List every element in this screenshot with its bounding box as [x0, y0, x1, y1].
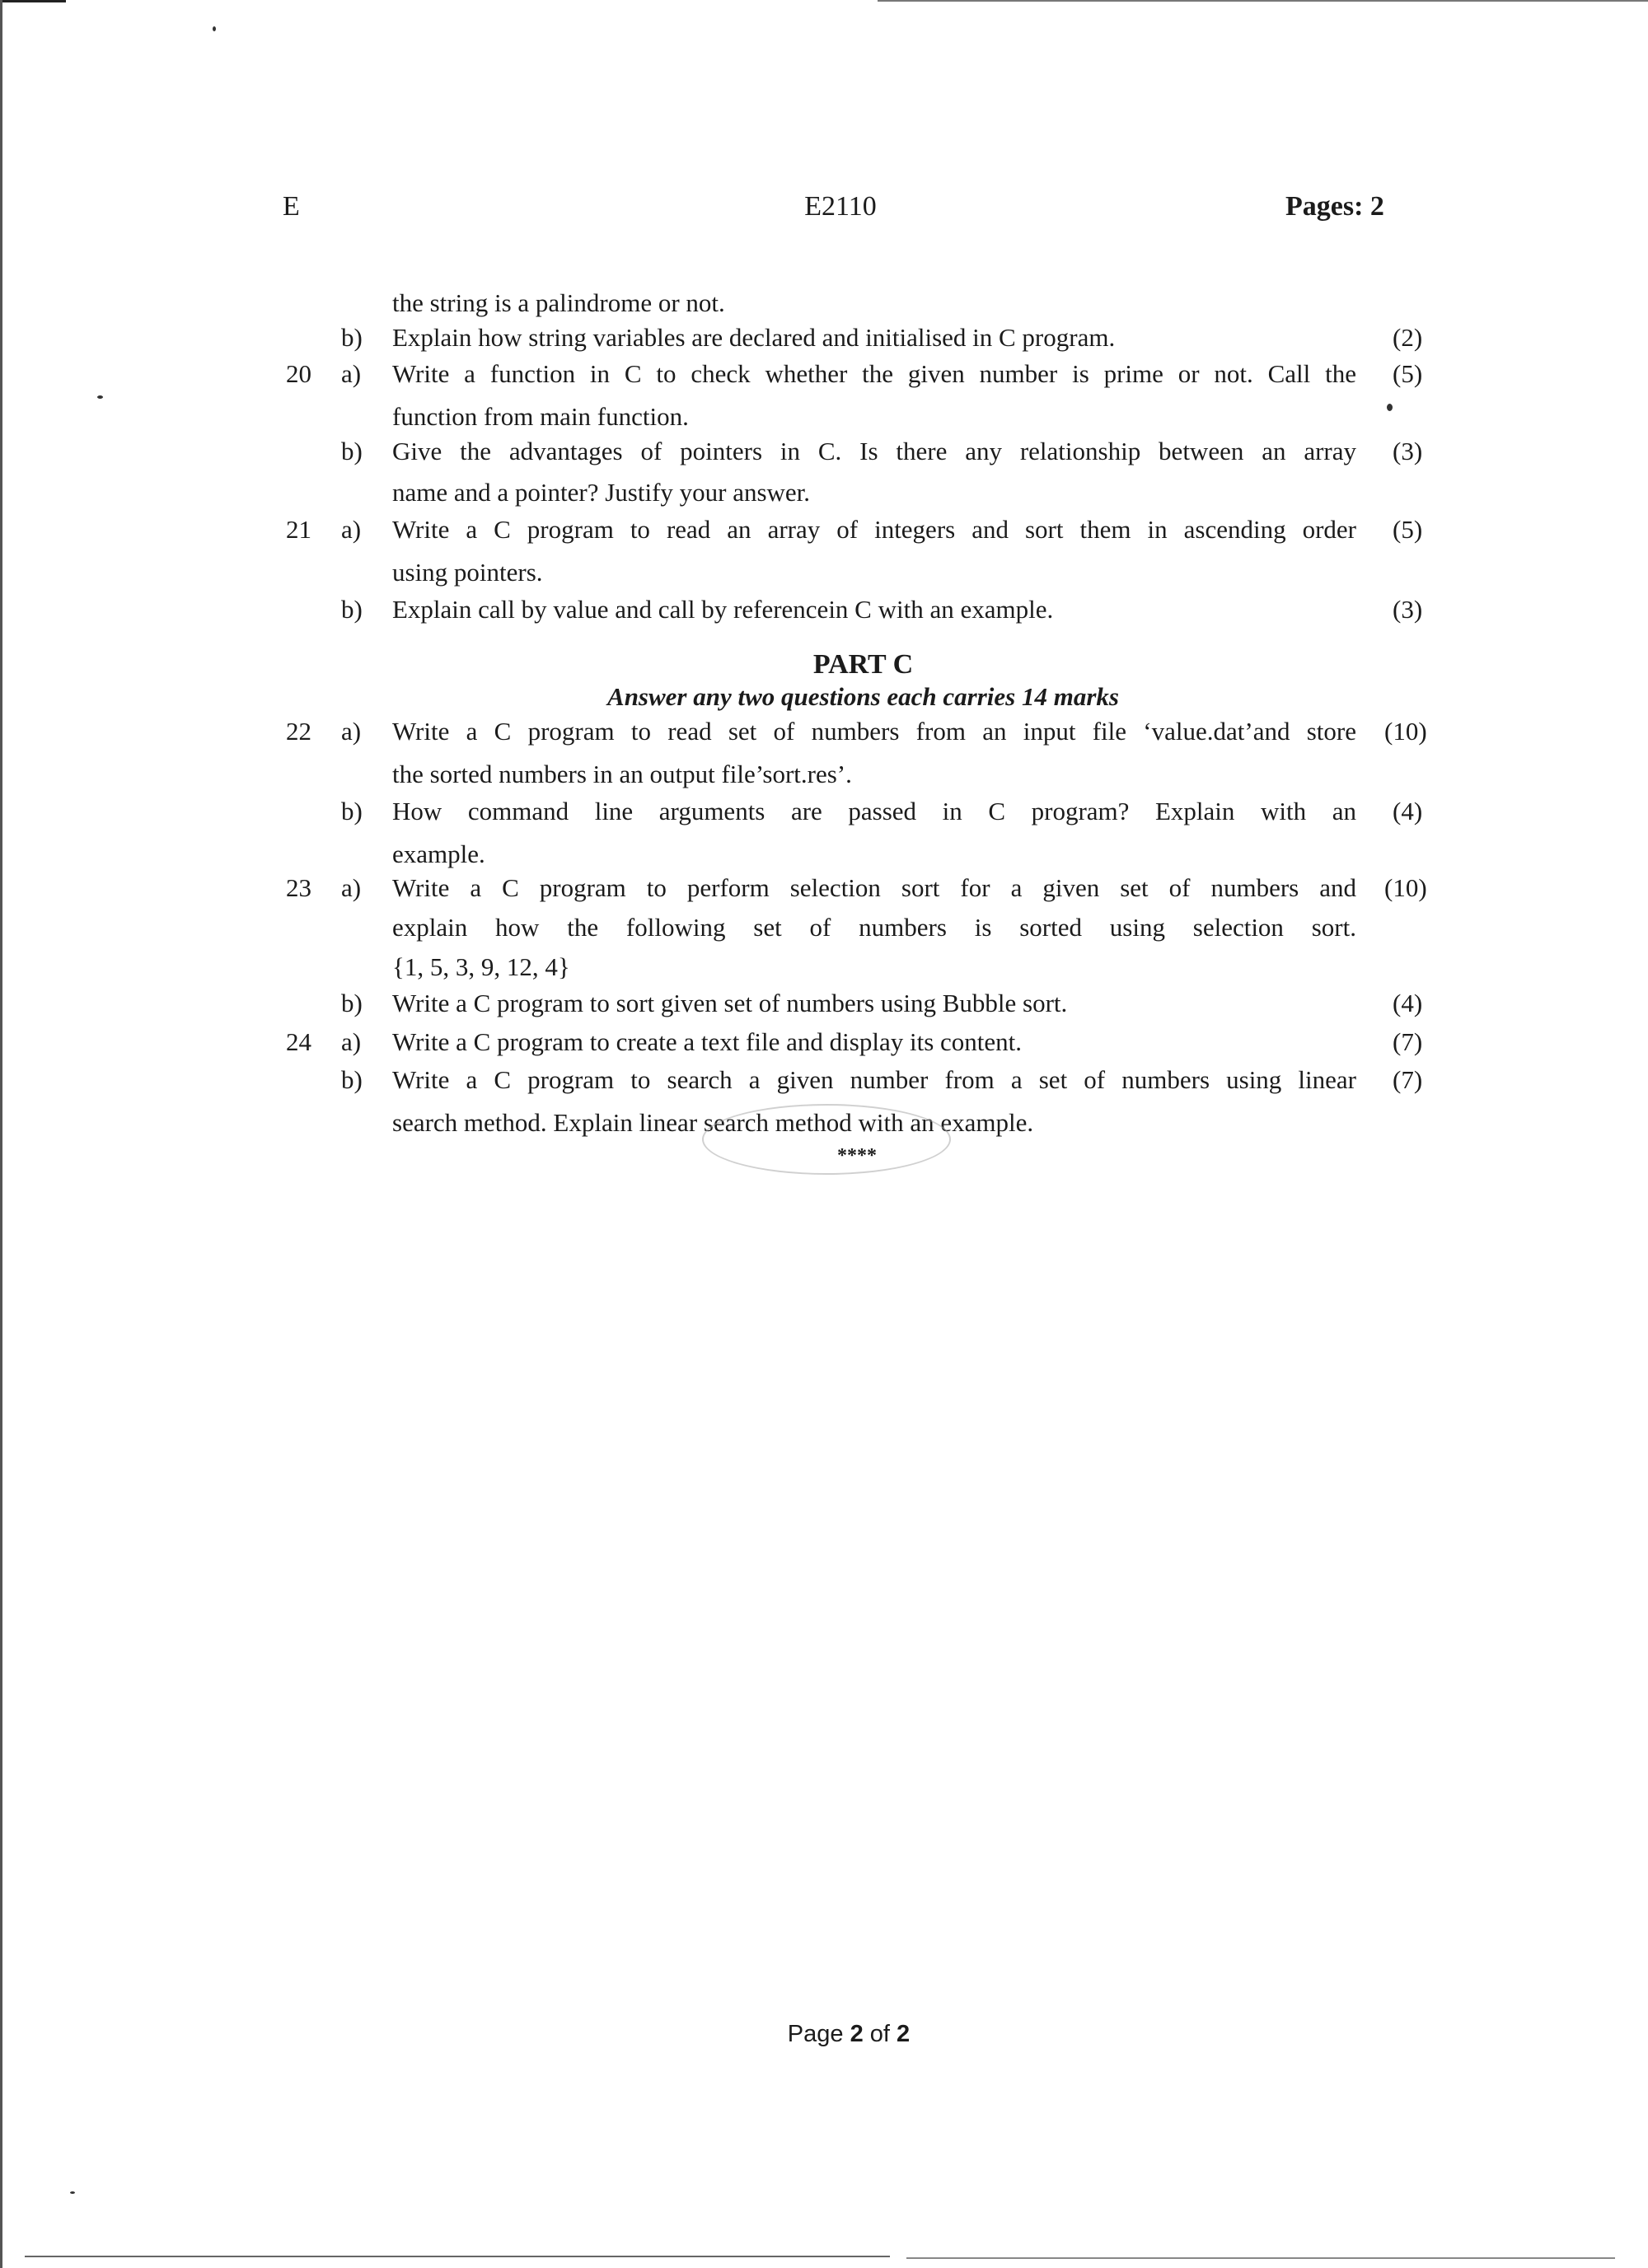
- question-marks: (7): [1393, 1065, 1423, 1094]
- question-number: 20: [286, 359, 311, 388]
- question-marks: (2): [1393, 323, 1423, 352]
- question-part-label: b): [341, 797, 363, 825]
- question-marks: (3): [1393, 595, 1423, 624]
- end-marker: ****: [837, 1145, 877, 1167]
- question-marks: (5): [1393, 515, 1423, 544]
- question-part-label: b): [341, 989, 363, 1017]
- exam-series-code: E: [283, 191, 300, 222]
- scan-speck: [1387, 404, 1393, 411]
- question-part-label: a): [341, 359, 362, 388]
- footer-prefix: Page: [787, 2021, 850, 2047]
- question-text-line: Write a C program to read set of numbers from an input file ‘value.dat’and store: [392, 717, 1356, 746]
- question-marks: (4): [1393, 797, 1423, 825]
- question-part-label: b): [341, 437, 363, 465]
- scan-speck: [70, 2191, 75, 2194]
- question-text-line: Write a C program to read an array of integers and sort them in ascending order: [392, 515, 1356, 544]
- question-text-line: Write a function in C to check whether the given number is prime or not. Call the: [392, 359, 1356, 388]
- question-part-label: a): [341, 717, 362, 746]
- scan-edge: [0, 0, 66, 2]
- question-text-line: How command line arguments are passed in C program? Explain with an: [392, 797, 1356, 825]
- footer-total-pages: 2: [897, 2021, 911, 2047]
- scan-edge: [0, 0, 2, 2268]
- question-text-line: the sorted numbers in an output file’sort.res’.: [392, 760, 852, 788]
- question-part-label: a): [341, 515, 362, 544]
- question-text-line: Write a C program to sort given set of numbers using Bubble sort.: [392, 989, 1068, 1017]
- question-number: 22: [286, 717, 311, 746]
- question-part-label: b): [341, 1065, 363, 1094]
- scan-edge: [25, 2256, 890, 2257]
- question-number: 23: [286, 873, 311, 902]
- question-part-label: a): [341, 1027, 362, 1056]
- question-text-line: search method. Explain linear search method with an example.: [392, 1108, 1034, 1137]
- question-number: 24: [286, 1027, 311, 1056]
- question-marks: (3): [1393, 437, 1423, 465]
- page-count: Pages: 2: [1285, 191, 1384, 222]
- question-text-line: Give the advantages of pointers in C. Is there any relationship between an array: [392, 437, 1356, 465]
- question-marks: (4): [1393, 989, 1423, 1017]
- question-text-line: {1, 5, 3, 9, 12, 4}: [392, 952, 570, 981]
- question-marks: (10): [1384, 873, 1427, 902]
- scan-speck: [97, 395, 103, 399]
- question-part-label: a): [341, 873, 362, 902]
- question-text-line: Write a C program to perform selection sort for a given set of numbers and: [392, 873, 1356, 902]
- scan-edge: [878, 0, 1648, 2]
- footer-of: of: [863, 2021, 897, 2047]
- question-text-line: name and a pointer? Justify your answer.: [392, 478, 811, 507]
- section-instruction: Answer any two questions each carries 14 marks: [607, 682, 1119, 711]
- section-title: PART C: [812, 649, 914, 680]
- question-text-line: function from main function.: [392, 402, 689, 431]
- question-marks: (5): [1393, 359, 1423, 388]
- scan-edge: [906, 2257, 1615, 2259]
- question-text-line: Write a C program to search a given number from a set of numbers using linear: [392, 1065, 1356, 1094]
- footer-current-page: 2: [850, 2021, 864, 2047]
- question-part-label: b): [341, 323, 363, 352]
- question-marks: (7): [1393, 1027, 1423, 1056]
- question-text-line: using pointers.: [392, 558, 543, 587]
- scan-speck: [213, 26, 216, 31]
- question-number: 21: [286, 515, 311, 544]
- question-text-line: explain how the following set of numbers is sorted using selection sort.: [392, 913, 1356, 942]
- question-text-line: Explain how string variables are declared and initialised in C program.: [392, 323, 1116, 352]
- question-marks: (10): [1384, 717, 1427, 746]
- exam-paper-code: E2110: [804, 191, 877, 222]
- question-text-line: the string is a palindrome or not.: [392, 288, 725, 317]
- question-part-label: b): [341, 595, 363, 624]
- watermark-stamp: [702, 1104, 951, 1175]
- question-text-line: example.: [392, 839, 485, 868]
- question-text-line: Write a C program to create a text file and display its content.: [392, 1027, 1023, 1056]
- question-text-line: Explain call by value and call by referencein C with an example.: [392, 595, 1054, 624]
- page-footer: [0, 2021, 1648, 2048]
